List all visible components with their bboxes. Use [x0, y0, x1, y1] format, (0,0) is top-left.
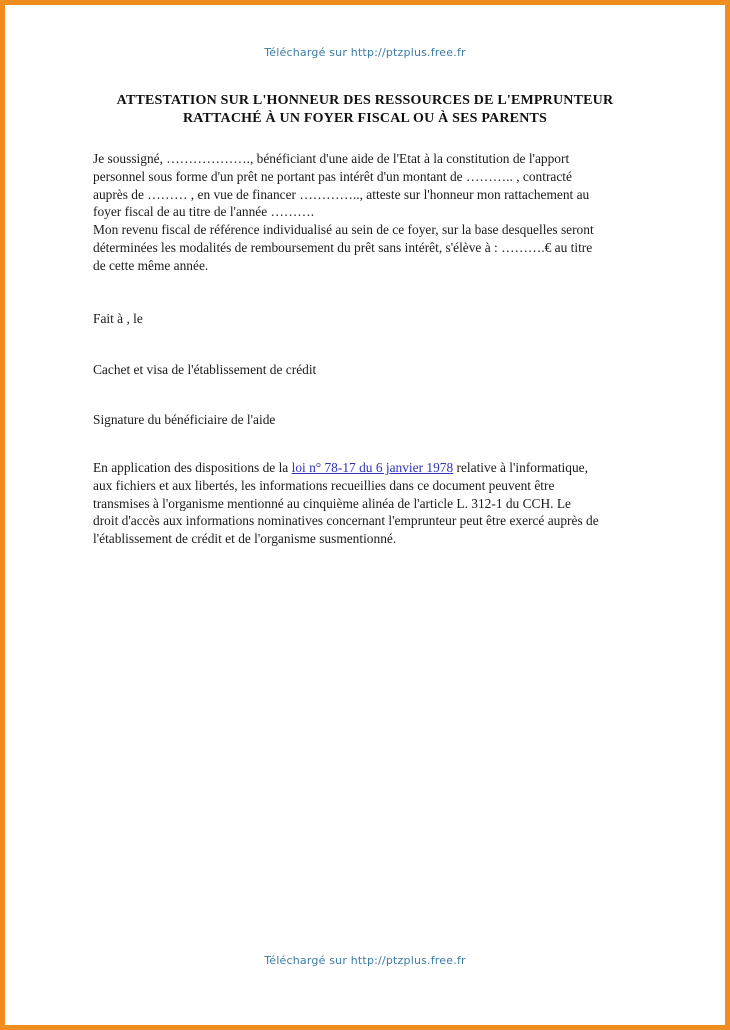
signature-text: Signature du bénéficiaire de l'aide: [93, 412, 276, 427]
header-download-notice: [5, 46, 725, 59]
signature-label: [93, 411, 703, 429]
legal-paragraph: [93, 459, 703, 548]
legal-line1-post: relative à l'informatique,: [453, 460, 588, 475]
declaration-line: personnel sous forme d'un prêt ne portant pas intérêt d'un montant de ……….. , contracté: [93, 168, 572, 184]
page-title: [5, 92, 725, 127]
fait-a-le-label: [93, 310, 703, 328]
fait-a-le-text: Fait à , le: [93, 311, 143, 326]
legal-line: transmises à l'organisme mentionné au cinquième alinéa de l'article L. 312-1 du CCH. Le: [93, 495, 571, 511]
legal-line1-pre: En application des dispositions de la: [93, 460, 292, 475]
revenue-line: déterminées les modalités de remboursement du prêt sans intérêt, s'élève à : ……….€ au titre: [93, 239, 593, 255]
declaration-line: Je soussigné, ………………., bénéficiant d'une aide de l'Etat à la constitution de l'apport: [93, 151, 570, 166]
legal-line: l'établissement de crédit et de l'organisme susmentionné.: [93, 531, 397, 547]
declaration-line: auprès de ……… , en vue de financer ………….., atteste sur l'honneur mon rattachement au: [93, 186, 590, 202]
revenue-line: Mon revenu fiscal de référence individualisé au sein de ce foyer, sur la base desquelles seront: [93, 222, 594, 238]
declaration-line: foyer fiscal de au titre de l'année ……….: [93, 204, 315, 220]
declaration-paragraph: [93, 150, 703, 275]
revenue-line: de cette même année.: [93, 257, 209, 273]
legal-line: aux fichiers et aux libertés, les informations recueillies dans ce document peuvent être: [93, 477, 555, 493]
cachet-visa-label: [93, 361, 703, 379]
header-download-link[interactable]: Téléchargé sur http://ptzplus.free.fr: [264, 46, 466, 59]
cachet-visa-text: Cachet et visa de l'établissement de crédit: [93, 362, 317, 377]
legal-line: droit d'accès aux informations nominatives concernant l'emprunteur peut être exercé auprès de: [93, 513, 599, 529]
page-title-line2: RATTACHÉ À UN FOYER FISCAL OU À SES PARENTS: [182, 110, 548, 126]
legal-line-with-link: [93, 459, 703, 477]
law-link[interactable]: loi n° 78-17 du 6 janvier 1978: [291, 460, 454, 475]
footer-download-link[interactable]: Téléchargé sur http://ptzplus.free.fr: [264, 954, 466, 967]
footer-download-notice: [5, 954, 725, 967]
page-title-line1: ATTESTATION SUR L'HONNEUR DES RESSOURCES DE L'EMPRUNTEUR: [116, 93, 614, 108]
